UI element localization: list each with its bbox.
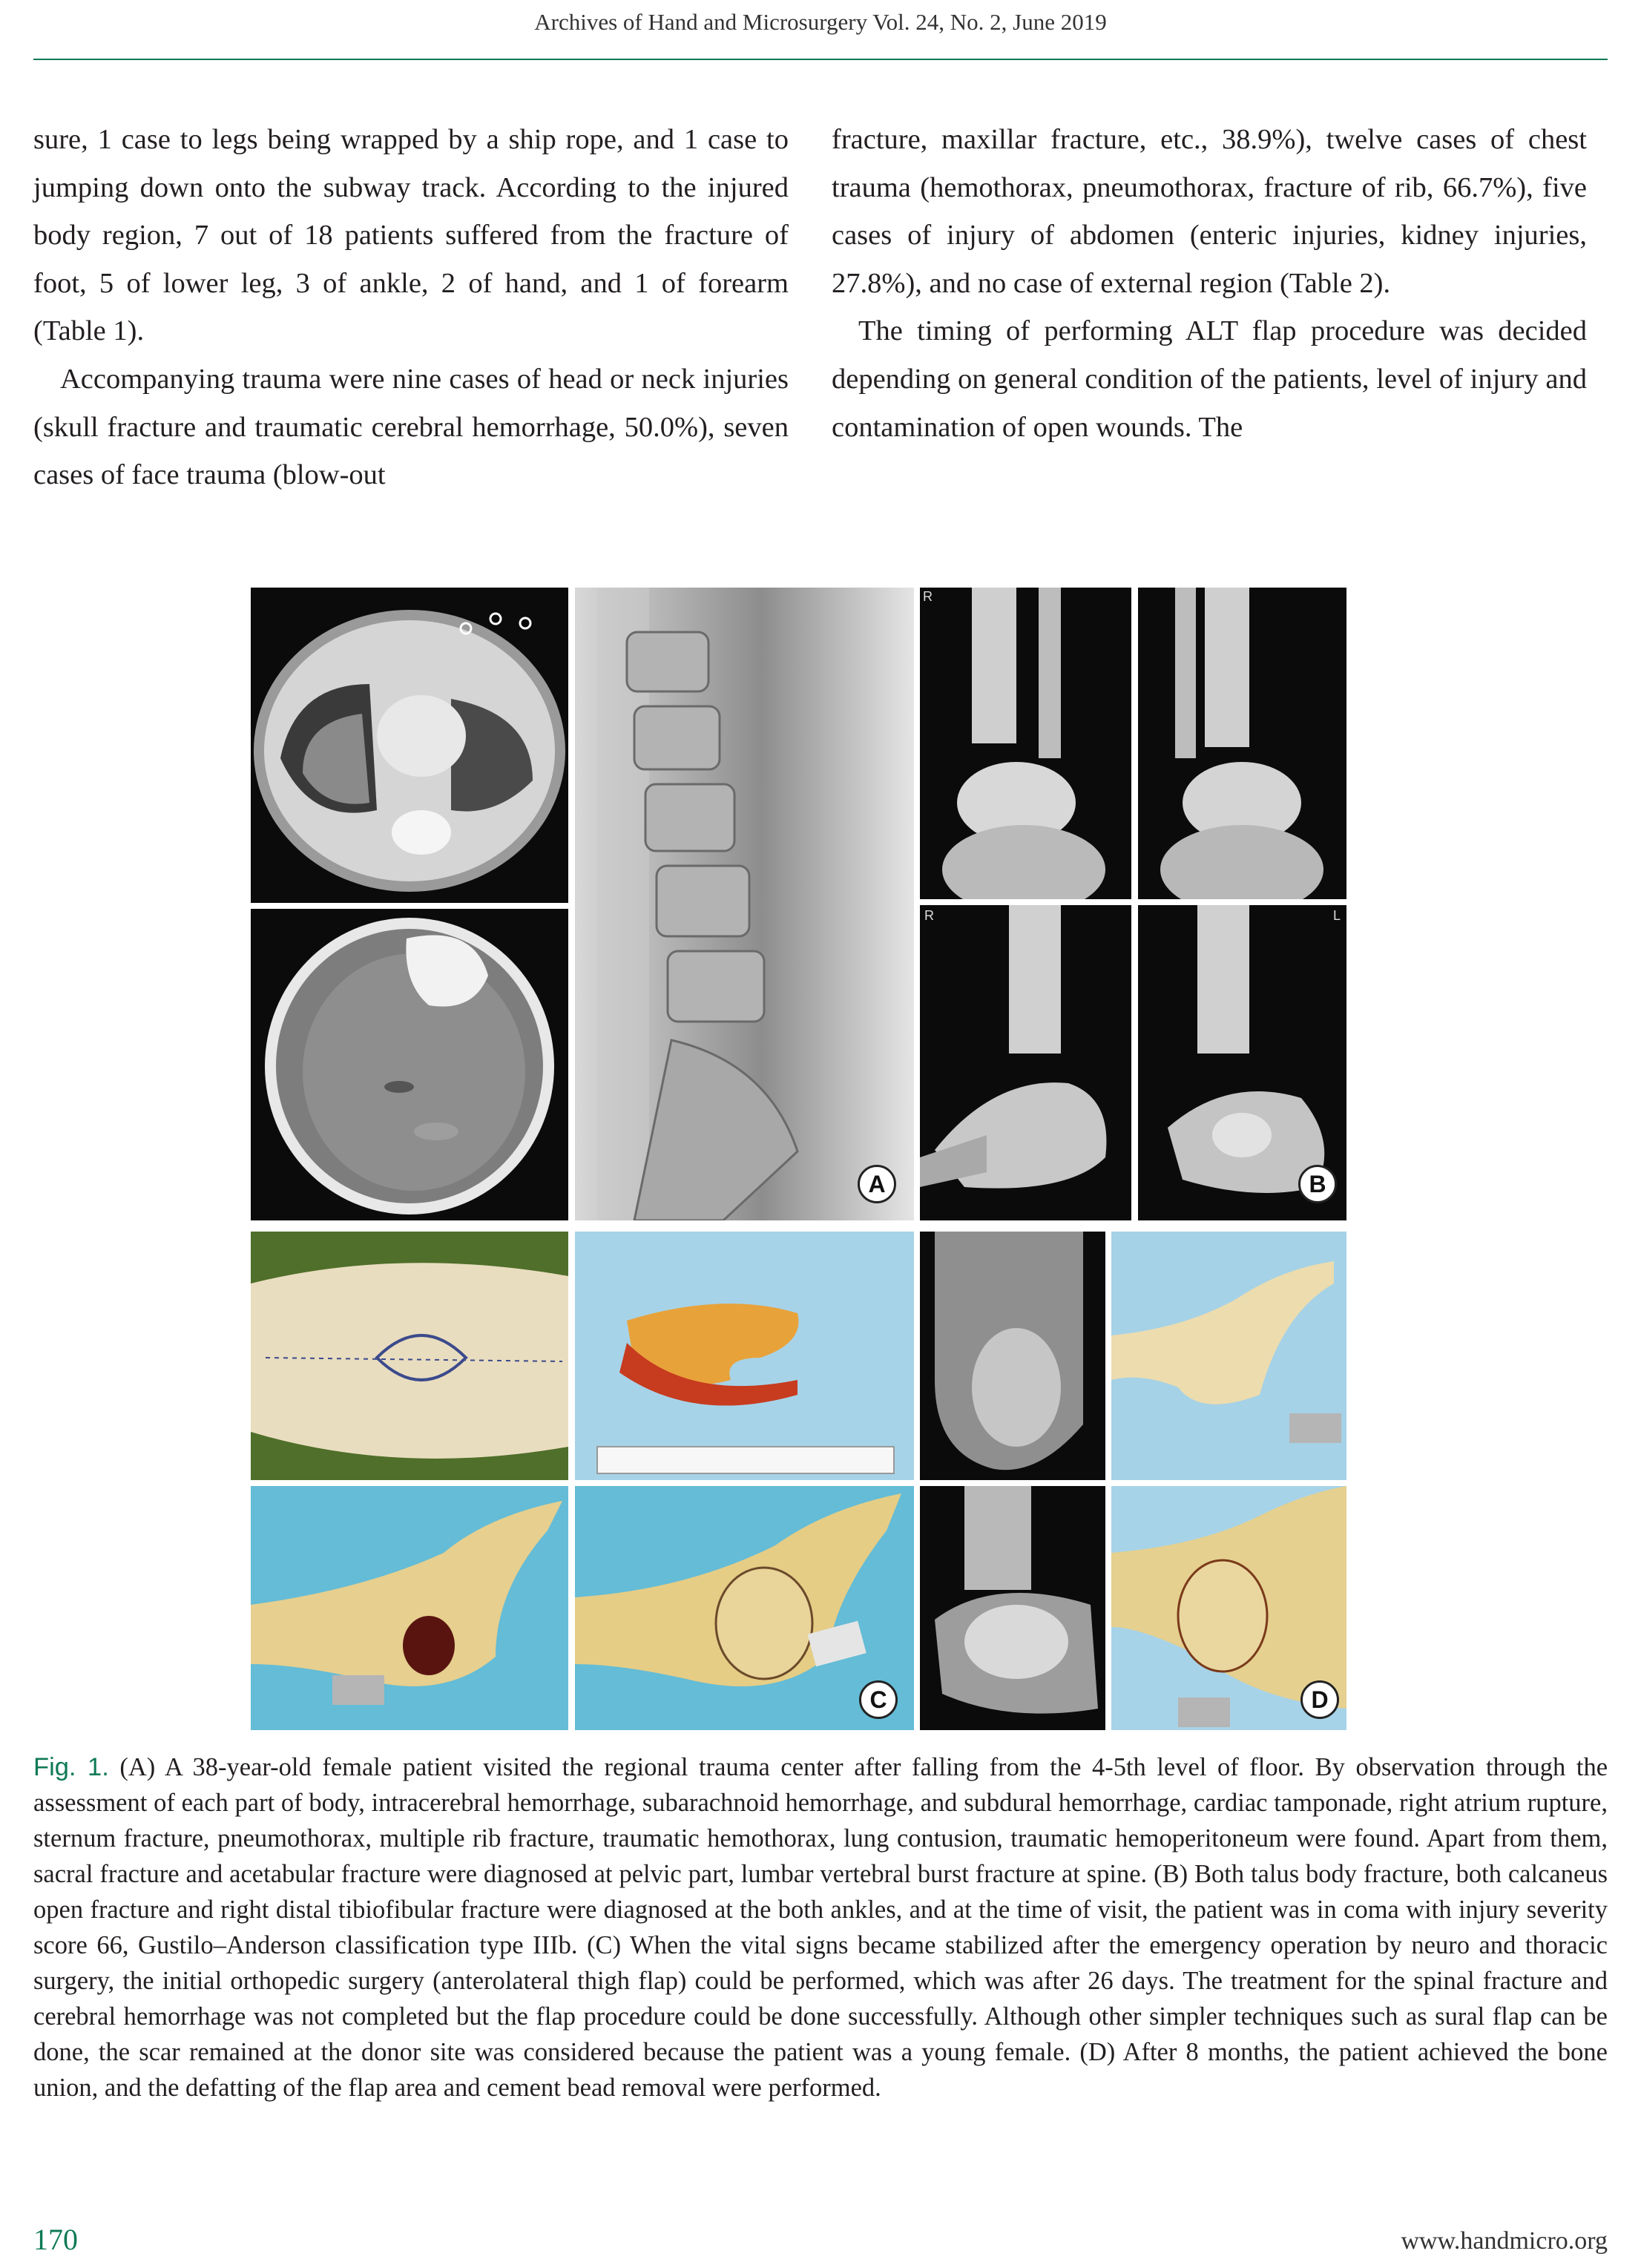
page-number: 170 (33, 2223, 78, 2256)
xray-marker-l: L (1332, 908, 1341, 923)
panel-label-b: B (1298, 1165, 1337, 1203)
journal-website: www.handmicro.org (1401, 2227, 1608, 2255)
spine-xray-image (575, 588, 914, 1220)
right-column (832, 116, 1587, 451)
followup-heel-photo (1111, 1486, 1346, 1730)
ankle-xray-lateral-left (1138, 905, 1346, 1220)
xray-marker-r-lateral: R (924, 908, 934, 923)
figure-1 (251, 588, 1346, 1730)
harvested-flap-photo (575, 1232, 914, 1480)
brain-ct-image (251, 909, 568, 1220)
panel-label-d: D (1300, 1680, 1339, 1719)
followup-lateral-photo (1111, 1232, 1346, 1480)
panel-label-c: C (859, 1680, 898, 1719)
caption-text: (A) A 38-year-old female patient visited the regional trauma center after falling from the 4-5th level of floor. By observation through the assessment of each part of body, intracerebral hemorrhage, subarachnoid hemorrhage, and subdural hemorrhage, cardiac tamponade, right atrium rupture, sternum fracture, pneumothorax, multiple rib fracture, traumatic hemothorax, lung contusion, traumatic hemoperitoneum were found. Apart from them, sacral fracture and acetabular fracture were diagnosed at pelvic part, lumbar vertebral burst fracture at spine. (B) Both talus body fracture, both calcaneus open fracture and right distal tibiofibular fracture were diagnosed at the both ankles, and at the time of visit, the patient was in coma with injury severity score 66, Gustilo–Anderson classification type IIIb. (C) When the vital signs became stabilized after the emergency operation by neuro and thoracic surgery, the initial orthopedic surgery (anterolateral thigh flap) could be performed, which was after 26 days. The treatment for the spinal fracture and cerebral hemorrhage was not completed but the flap procedure could be done successfully. Although other simpler techniques such as sural flap can be done, the scar remained at the donor site was considered because the patient was a young female. (D) After 8 months, the patient achieved the bone union, and the defatting of the flap area and cement bead removal were performed. (33, 1753, 1608, 2102)
chest-ct-image (251, 588, 568, 903)
header-rule (33, 59, 1608, 60)
panel-label-a: A (858, 1165, 896, 1203)
ankle-xray-ap-left (1138, 588, 1346, 899)
right-paragraph-1: fracture, maxillar fracture, etc., 38.9%), twelve cases of chest trauma (hemothorax, pneumothorax, fracture of rib, 66.7%), five cases of injury of abdomen (enteric injuries, kidney injuries, 27.8%), and no case of external region (Table 2). (832, 124, 1587, 299)
ankle-wound-photo (251, 1486, 568, 1730)
followup-xray-lateral (920, 1486, 1105, 1730)
left-column (33, 116, 789, 499)
figure-caption (33, 1749, 1608, 2106)
thigh-flap-design-photo (251, 1232, 568, 1480)
left-paragraph-2: Accompanying trauma were nine cases of head or neck injuries (skull fracture and traumatic cerebral hemorrhage, 50.0%), seven cases of face trauma (blow-out (33, 363, 789, 491)
left-paragraph-1: sure, 1 case to legs being wrapped by a ship rope, and 1 case to jumping down onto the subway track. According to the injured body region, 7 out of 18 patients suffered from the fracture of foot, 5 of lower leg, 3 of ankle, 2 of hand, and 1 of forearm (Table 1). (33, 124, 789, 347)
followup-xray-ap (920, 1232, 1105, 1480)
right-paragraph-2: The timing of performing ALT flap procedure was decided depending on general condition of the patients, level of injury and contamination of open wounds. The (832, 315, 1587, 443)
ankle-xray-lateral-right (920, 905, 1131, 1220)
flap-coverage-photo (575, 1486, 914, 1730)
caption-label: Fig. 1. (33, 1753, 109, 1781)
running-header: Archives of Hand and Microsurgery Vol. 24, No. 2, June 2019 (534, 9, 1107, 35)
ankle-xray-ap-right (920, 588, 1131, 899)
xray-marker-r-ap: R (923, 589, 933, 604)
